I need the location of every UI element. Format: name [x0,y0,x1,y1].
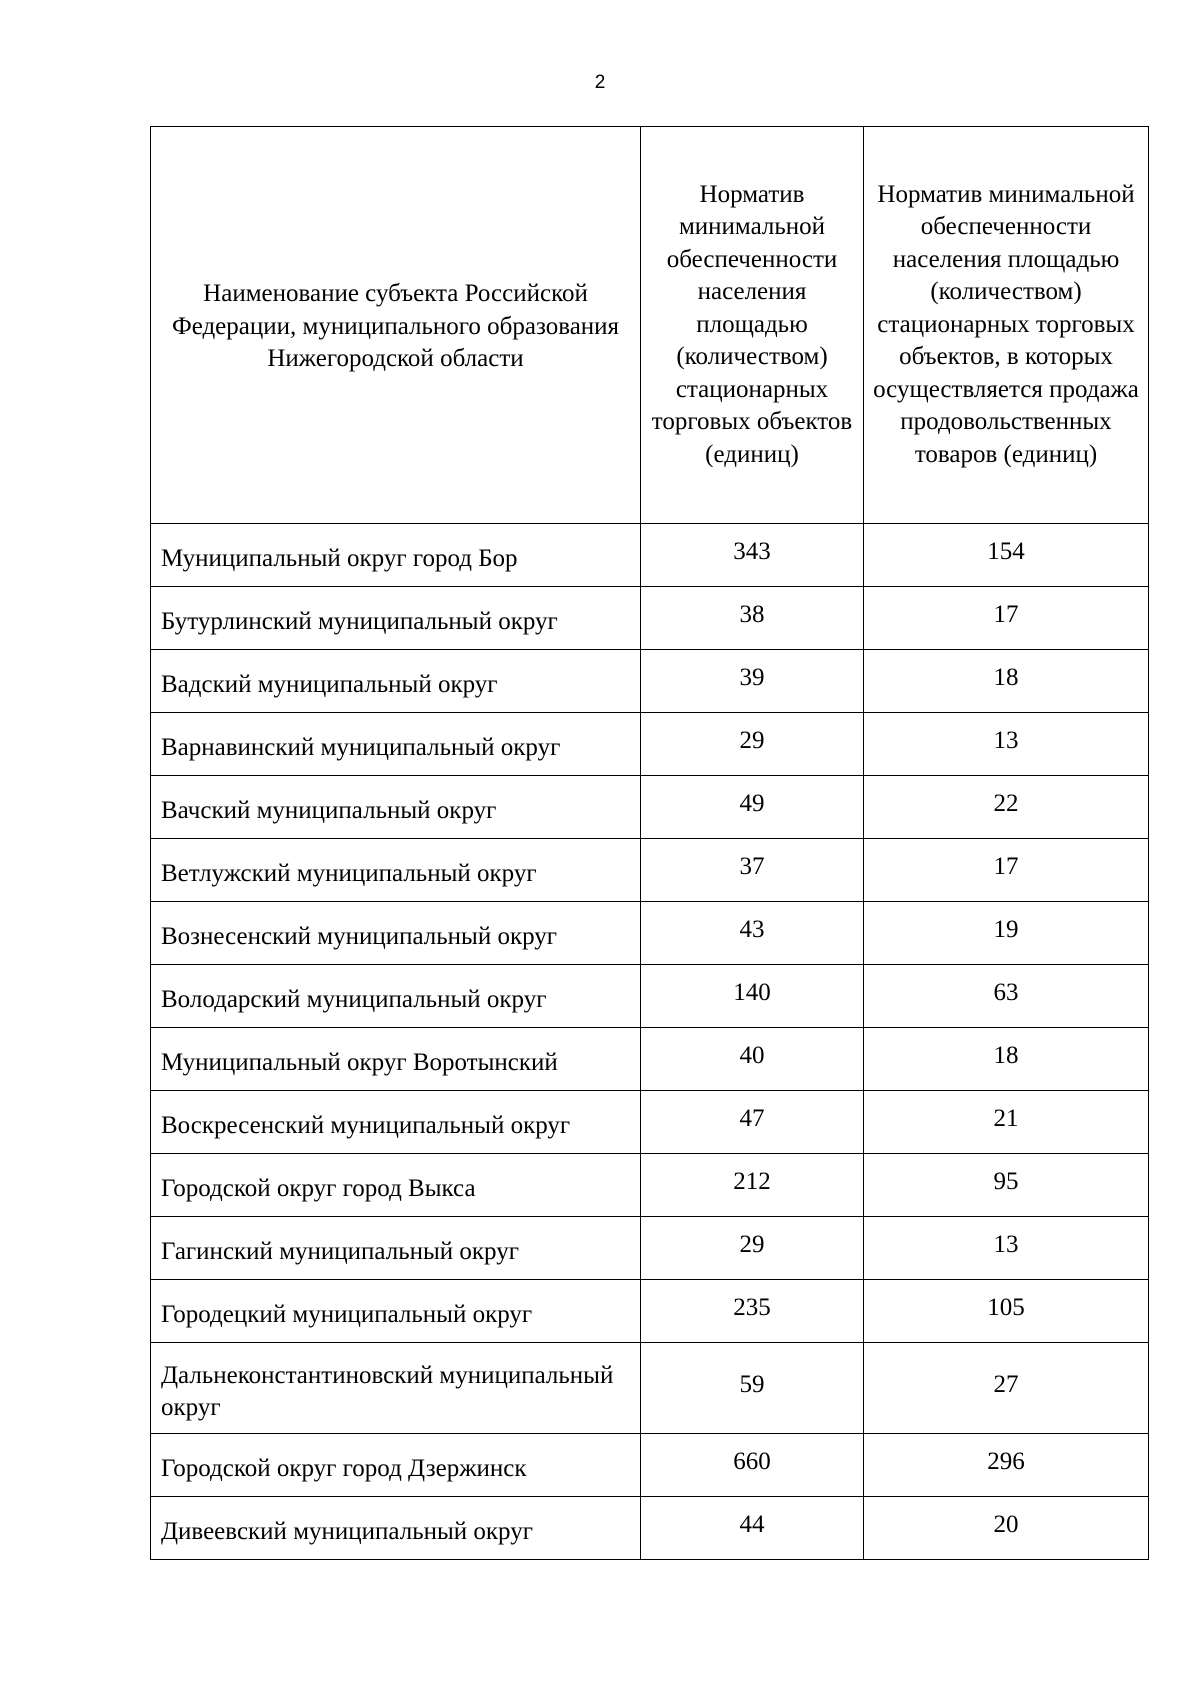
row-total: 40 [641,1028,864,1091]
row-food: 20 [864,1497,1149,1560]
row-name: Муниципальный округ город Бор [151,524,641,587]
row-food: 17 [864,587,1149,650]
row-total: 235 [641,1280,864,1343]
table-row [151,839,1149,902]
row-food: 296 [864,1434,1149,1497]
table-row [151,1091,1149,1154]
row-total: 660 [641,1434,864,1497]
row-name: Варнавинский муниципальный округ [151,713,641,776]
row-total: 47 [641,1091,864,1154]
row-food: 154 [864,524,1149,587]
row-name: Воскресенский муниципальный округ [151,1091,641,1154]
row-total: 29 [641,1217,864,1280]
table-row [151,1343,1149,1434]
table-row [151,965,1149,1028]
header-food-norm: Норматив минимальной обеспеченности населения площадью (количеством) стационарных торговых объектов, в которых осуществляется продажа продовольственных товаров (единиц) [864,127,1149,524]
table-row [151,1217,1149,1280]
table-row [151,1028,1149,1091]
table-row [151,1497,1149,1560]
row-name: Бутурлинский муниципальный округ [151,587,641,650]
row-food: 22 [864,776,1149,839]
row-food: 18 [864,650,1149,713]
row-food: 18 [864,1028,1149,1091]
row-total: 37 [641,839,864,902]
row-food: 95 [864,1154,1149,1217]
row-name: Вознесенский муниципальный округ [151,902,641,965]
table-row [151,776,1149,839]
row-total: 49 [641,776,864,839]
row-food: 13 [864,713,1149,776]
table-row [151,650,1149,713]
row-total: 140 [641,965,864,1028]
header-total-norm: Норматив минимальной обеспеченности населения площадью (количеством) стационарных торговых объектов (единиц) [641,127,864,524]
row-name: Городской округ город Дзержинск [151,1434,641,1497]
table-row [151,1154,1149,1217]
table-row [151,1280,1149,1343]
row-food: 105 [864,1280,1149,1343]
row-total: 59 [641,1343,864,1434]
table-row [151,524,1149,587]
row-total: 212 [641,1154,864,1217]
row-food: 17 [864,839,1149,902]
row-name: Муниципальный округ Воротынский [151,1028,641,1091]
row-food: 21 [864,1091,1149,1154]
row-name: Дивеевский муниципальный округ [151,1497,641,1560]
row-name: Городецкий муниципальный округ [151,1280,641,1343]
row-name: Вадский муниципальный округ [151,650,641,713]
row-total: 38 [641,587,864,650]
row-name: Ветлужский муниципальный округ [151,839,641,902]
page-number: 2 [594,72,606,93]
row-name: Вачский муниципальный округ [151,776,641,839]
row-total: 29 [641,713,864,776]
table-row [151,1434,1149,1497]
row-food: 27 [864,1343,1149,1434]
row-total: 43 [641,902,864,965]
table-row [151,587,1149,650]
table-row [151,902,1149,965]
row-food: 19 [864,902,1149,965]
row-total: 39 [641,650,864,713]
row-food: 13 [864,1217,1149,1280]
row-name: Володарский муниципальный округ [151,965,641,1028]
header-subject-name: Наименование субъекта Российской Федерации, муниципального образования Нижегородской области [151,127,641,524]
row-total: 44 [641,1497,864,1560]
row-name: Дальнеконстантиновский муниципальный округ [151,1343,641,1434]
row-total: 343 [641,524,864,587]
row-food: 63 [864,965,1149,1028]
norms-table [150,126,1149,1560]
row-name: Городской округ город Выкса [151,1154,641,1217]
row-name: Гагинский муниципальный округ [151,1217,641,1280]
table-row [151,713,1149,776]
table-header-row [151,127,1149,524]
